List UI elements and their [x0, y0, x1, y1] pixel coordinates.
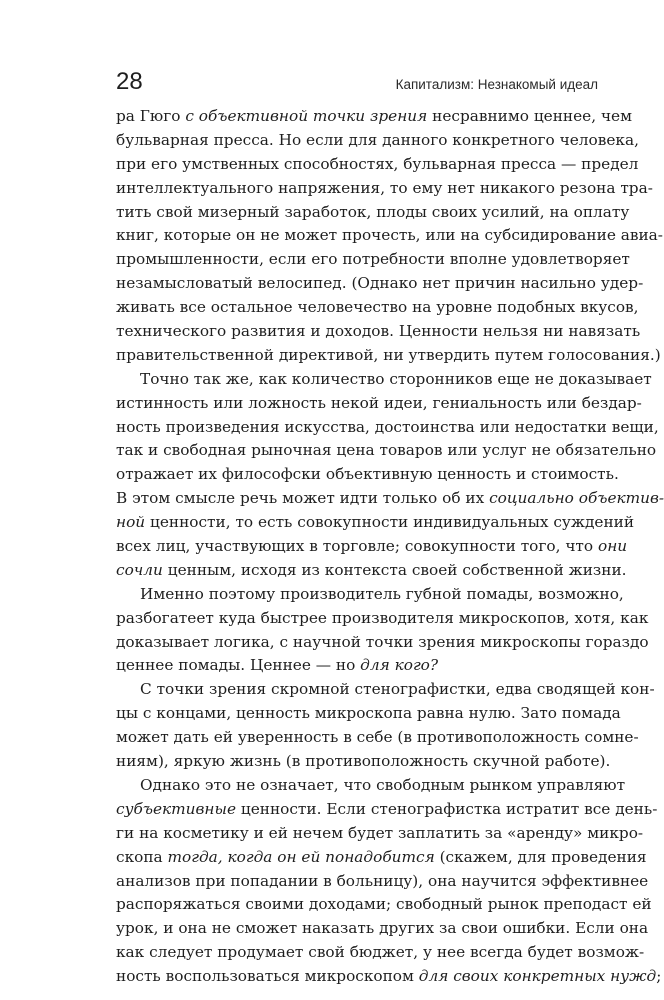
text-run: бульварная пресса. Но если для данного конкретного человека, — [116, 130, 639, 149]
text-run: несравнимо ценнее, чем — [427, 107, 633, 125]
text-line — [116, 631, 649, 655]
text-line — [116, 463, 619, 487]
text-line — [116, 272, 644, 296]
body-text — [116, 105, 664, 989]
text-run: В этом смысле речь может идти только об их — [116, 489, 490, 508]
italic-text: с объективной точки зрения — [185, 107, 428, 125]
text-line — [116, 678, 655, 702]
text-run: книг, которые он не может прочесть, или на субсидирование авиа- — [116, 226, 663, 245]
italic-text: для своих конкретных нужд — [418, 967, 657, 986]
italic-text: социально объектив- — [489, 489, 664, 508]
page-number: 28 — [116, 68, 143, 95]
text-run: ность произведения искусства, достоинства или недостатки вещи, — [116, 417, 659, 436]
text-run: ценнее помады. Ценнее — но — [116, 656, 361, 675]
italic-text: сочли — [116, 560, 163, 579]
text-line — [116, 893, 652, 917]
text-run: Именно поэтому производитель губной помады, возможно, — [140, 584, 624, 603]
text-run: цы с концами, ценность микроскопа равна нулю. Зато помада — [116, 704, 621, 723]
text-run: доказывает логика, с научной точки зрения микроскопы гораздо — [116, 632, 649, 651]
text-line — [116, 129, 639, 153]
text-line — [116, 607, 649, 631]
text-line — [116, 965, 662, 989]
text-line — [116, 846, 647, 870]
text-run: отражает их философски объективную ценность и стоимость. — [116, 465, 619, 484]
paragraph — [116, 105, 663, 368]
text-run: при его умственных способностях, бульварная пресса — предел — [116, 154, 639, 173]
text-line — [116, 105, 633, 129]
text-line — [116, 296, 639, 320]
text-run: ность воспользоваться микроскопом — [116, 967, 419, 986]
text-line — [116, 583, 624, 607]
text-run: скопа — [116, 847, 168, 866]
text-run: Точно так же, как количество сторонников еще не доказывает — [140, 369, 652, 388]
text-line — [116, 248, 630, 272]
paragraph — [116, 678, 655, 774]
text-run: разбогатеет куда быстрее производителя микроскопов, хотя, как — [116, 608, 649, 627]
text-line — [116, 201, 630, 225]
text-run: ; — [656, 967, 662, 986]
text-run: урок, и она не сможет наказать других за свои ошибки. Если она — [116, 919, 649, 938]
text-run: анализов при попадании в больницу), она научится эффективнее — [116, 871, 649, 890]
text-line — [116, 344, 661, 368]
text-line — [116, 726, 639, 750]
running-head: Капитализм: Незнакомый идеал — [395, 77, 598, 92]
text-run: распоряжаться своими доходами; свободный рынок преподаст ей — [116, 895, 652, 914]
text-line — [116, 750, 611, 774]
text-run: промышленности, если его потребности вполне удовлетворяет — [116, 250, 630, 269]
text-run: как следует продумает свой бюджет, у нее всегда будет возмож- — [116, 943, 645, 962]
text-line — [116, 368, 652, 392]
italic-text: субъективные — [116, 799, 237, 818]
text-run: ценным, исходя из контекста своей собственной жизни. — [162, 560, 627, 579]
paragraph — [116, 368, 664, 583]
text-line — [116, 774, 626, 798]
text-run: ценности, то есть совокупности индивидуальных суждений — [145, 513, 635, 532]
italic-text: они — [597, 537, 628, 556]
text-line — [116, 654, 598, 678]
text-run: всех лиц, участвующих в торговле; совокупности того, что — [116, 537, 598, 556]
text-line — [116, 511, 635, 535]
text-line — [116, 153, 639, 177]
text-run: истинность или ложность некой идеи, гениальность или бездар- — [116, 393, 642, 412]
text-run: С точки зрения скромной стенографистки, едва сводящей кон- — [140, 680, 655, 699]
text-run: ра Гюго — [116, 107, 186, 125]
text-run: может дать ей уверенность в себе (в противоположность сомне- — [116, 728, 639, 747]
italic-text: для кого? — [360, 656, 439, 675]
text-line — [116, 917, 649, 941]
text-line — [116, 416, 659, 440]
text-line — [116, 870, 649, 894]
paragraph — [116, 583, 649, 679]
text-run: живать все остальное человечество на уровне подобных вкусов, — [116, 298, 639, 317]
text-line — [116, 798, 658, 822]
text-line — [116, 224, 663, 248]
text-line — [116, 439, 657, 463]
text-line — [116, 702, 621, 726]
text-line — [116, 320, 641, 344]
text-run: ценности. Если стенографистка истратит все день- — [236, 799, 658, 818]
text-run: ниям), яркую жизнь (в противоположность скучной работе). — [116, 752, 611, 771]
text-run: Однако это не означает, что свободным рынком управляют — [140, 775, 626, 794]
text-line — [116, 941, 645, 965]
paragraph — [116, 774, 662, 989]
text-line — [116, 392, 642, 416]
page-header — [116, 68, 598, 102]
text-line — [116, 559, 627, 583]
italic-text: ной — [116, 513, 146, 532]
text-line — [116, 177, 653, 201]
text-line — [116, 535, 628, 559]
text-line — [116, 487, 664, 511]
text-run: (скажем, для проведения — [434, 847, 647, 866]
text-run: так и свободная рыночная цена товаров или услуг не обязательно — [116, 441, 657, 460]
text-run: незамысловатый велосипед. (Однако нет причин насильно удер- — [116, 274, 644, 293]
text-run: технического развития и доходов. Ценности нельзя ни навязать — [116, 322, 641, 341]
text-run: тить свой мизерный заработок, плоды своих усилий, на оплату — [116, 202, 630, 221]
text-line — [116, 822, 644, 846]
text-run: интеллектуального напряжения, то ему нет никакого резона тра- — [116, 178, 653, 197]
text-run: правительственной директивой, ни утвердить путем голосования.) — [116, 345, 661, 364]
italic-text: тогда, когда он ей понадобится — [167, 847, 435, 866]
text-run: ги на косметику и ей нечем будет заплатить за «аренду» микро- — [116, 823, 644, 842]
